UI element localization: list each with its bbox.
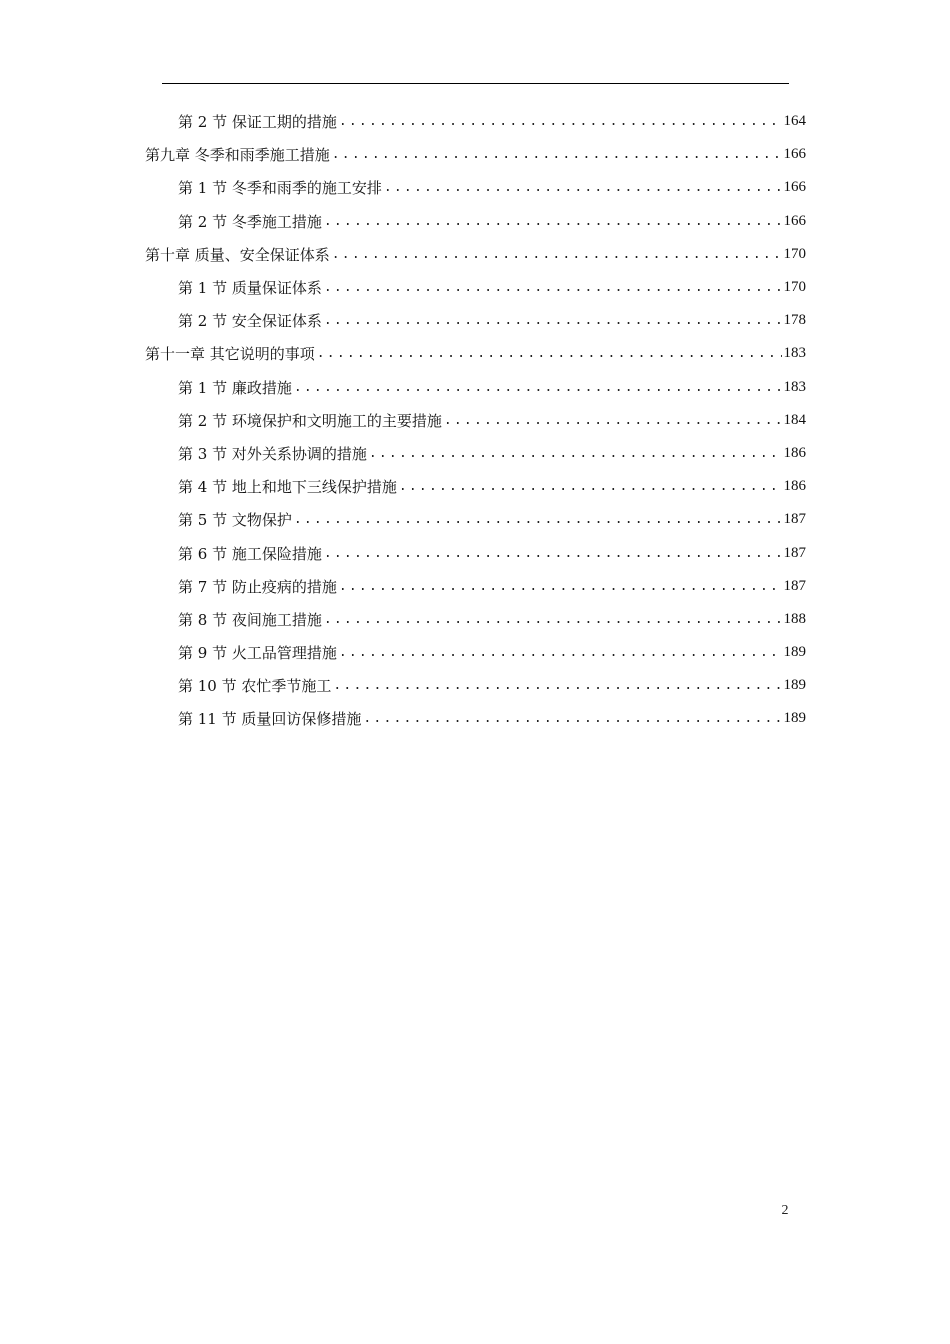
toc-dot-leader [317, 346, 782, 361]
toc-section-entry[interactable] [0, 205, 950, 238]
header-rule [162, 83, 789, 84]
toc-dot-leader [294, 512, 782, 527]
toc-section-entry[interactable] [0, 371, 950, 404]
toc-section-entry[interactable] [0, 171, 950, 204]
toc-dot-leader [444, 413, 782, 428]
toc-entry-page: 166 [783, 179, 806, 196]
toc-entry-page: 187 [783, 544, 806, 561]
toc-dot-leader [339, 579, 782, 594]
toc-entry-page: 183 [783, 345, 806, 362]
toc-section-entry[interactable] [0, 304, 950, 337]
toc-section-entry[interactable] [0, 702, 950, 735]
toc-section-entry[interactable] [0, 105, 950, 138]
toc-dot-leader [332, 247, 782, 262]
toc-entry-title: 第 8 节 夜间施工措施 [178, 610, 322, 629]
toc-section-entry[interactable] [0, 470, 950, 503]
toc-entry-page: 178 [783, 312, 806, 329]
toc-entry-title: 第 9 节 火工品管理措施 [178, 644, 337, 663]
toc-dot-leader [399, 479, 782, 494]
toc-entry-title: 第 1 节 廉政措施 [178, 378, 292, 397]
toc-section-entry[interactable] [0, 404, 950, 437]
toc-entry-page: 187 [783, 511, 806, 528]
toc-entry-title: 第 2 节 冬季施工措施 [178, 212, 322, 231]
toc-entry-title: 第 1 节 冬季和雨季的施工安排 [178, 179, 382, 198]
toc-entry-title: 第 6 节 施工保险措施 [178, 544, 322, 563]
toc-section-entry[interactable] [0, 536, 950, 569]
toc-entry-title: 第九章 冬季和雨季施工措施 [145, 146, 330, 165]
toc-dot-leader [332, 147, 782, 162]
toc-dot-leader [324, 546, 782, 561]
toc-dot-leader [324, 280, 782, 295]
toc-entry-page: 183 [783, 378, 806, 395]
toc-dot-leader [324, 313, 782, 328]
toc-dot-leader [324, 612, 782, 627]
toc-entry-title: 第 3 节 对外关系协调的措施 [178, 444, 367, 463]
toc-entry-page: 166 [783, 146, 806, 163]
toc-section-entry[interactable] [0, 437, 950, 470]
toc-section-entry[interactable] [0, 669, 950, 702]
toc-chapter-entry[interactable] [0, 337, 950, 370]
toc-dot-leader [324, 214, 782, 229]
toc-entry-page: 170 [783, 245, 806, 262]
toc-dot-leader [333, 678, 781, 693]
toc-dot-leader [363, 711, 781, 726]
toc-dot-leader [339, 114, 782, 129]
toc-entry-page: 164 [783, 113, 806, 130]
toc-entry-page: 166 [783, 212, 806, 229]
toc-entry-page: 184 [783, 411, 806, 428]
toc-dot-leader [339, 645, 782, 660]
toc-chapter-entry[interactable] [0, 138, 950, 171]
toc-entry-title: 第 10 节 农忙季节施工 [178, 677, 332, 696]
toc-entry-title: 第 11 节 质量回访保修措施 [178, 710, 362, 729]
toc-section-entry[interactable] [0, 636, 950, 669]
toc-section-entry[interactable] [0, 603, 950, 636]
toc-entry-title: 第十章 质量、安全保证体系 [145, 245, 330, 264]
toc-entry-title: 第 2 节 安全保证体系 [178, 312, 322, 331]
page-number: 2 [781, 1203, 789, 1218]
toc-dot-leader [384, 180, 782, 195]
toc-dot-leader [369, 446, 782, 461]
toc-entry-title: 第 7 节 防止疫病的措施 [178, 577, 337, 596]
toc-entry-page: 170 [783, 279, 806, 296]
table-of-contents [0, 105, 950, 736]
toc-entry-page: 189 [783, 710, 806, 727]
toc-entry-page: 186 [783, 478, 806, 495]
toc-dot-leader [294, 380, 782, 395]
toc-entry-title: 第 2 节 保证工期的措施 [178, 113, 337, 132]
toc-chapter-entry[interactable] [0, 238, 950, 271]
toc-section-entry[interactable] [0, 271, 950, 304]
toc-section-entry[interactable] [0, 503, 950, 536]
toc-entry-page: 189 [783, 644, 806, 661]
toc-entry-title: 第 5 节 文物保护 [178, 511, 292, 530]
toc-entry-page: 188 [783, 610, 806, 627]
toc-section-entry[interactable] [0, 570, 950, 603]
toc-entry-title: 第 2 节 环境保护和文明施工的主要措施 [178, 411, 442, 430]
toc-entry-page: 187 [783, 577, 806, 594]
toc-entry-title: 第十一章 其它说明的事项 [145, 345, 315, 364]
toc-entry-page: 186 [783, 444, 806, 461]
toc-entry-page: 189 [783, 677, 806, 694]
toc-entry-title: 第 4 节 地上和地下三线保护措施 [178, 478, 397, 497]
toc-entry-title: 第 1 节 质量保证体系 [178, 279, 322, 298]
